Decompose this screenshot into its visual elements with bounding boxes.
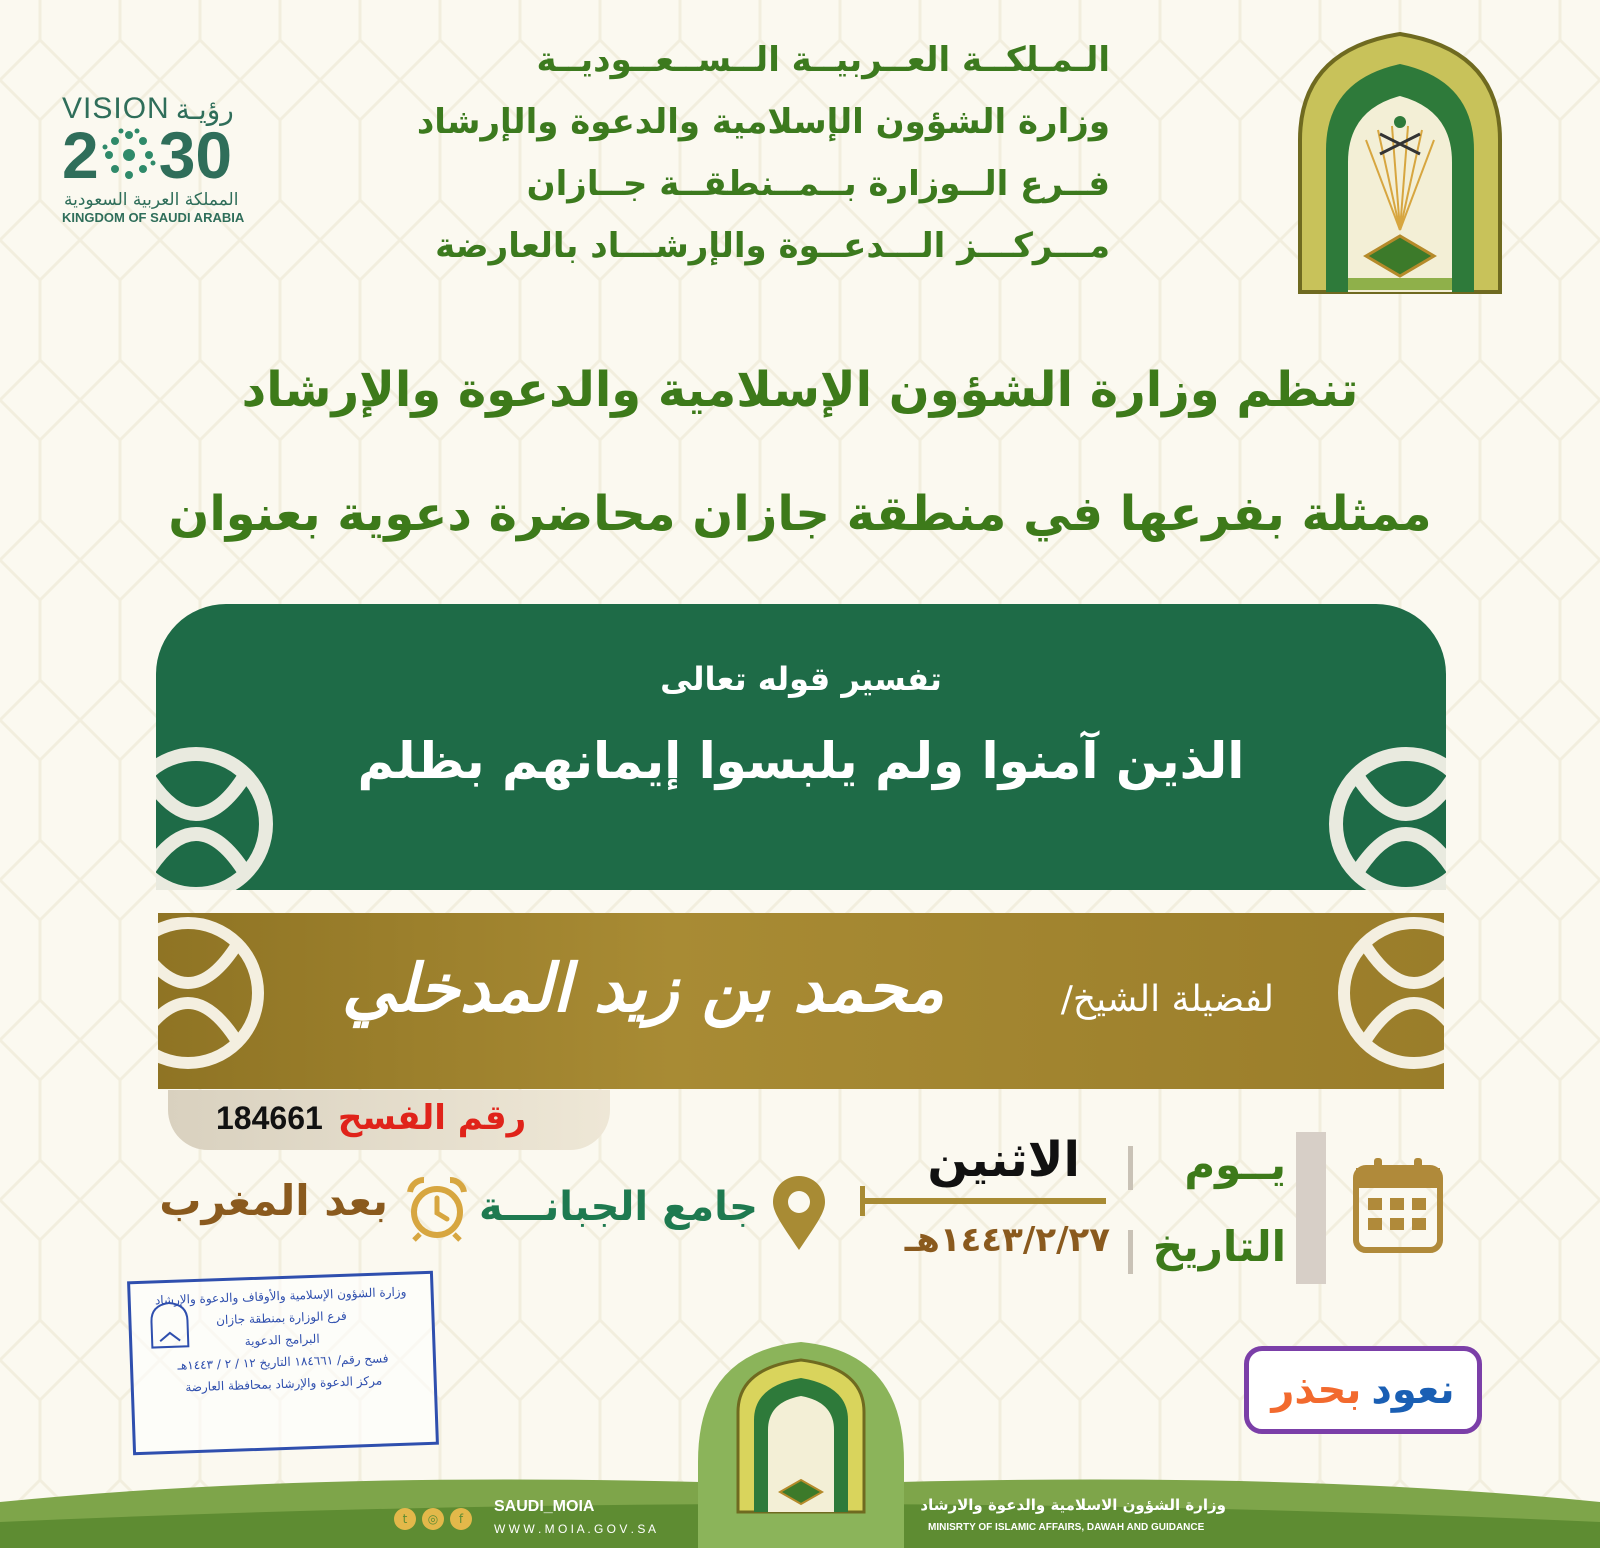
badge-word-2: بحذر	[1271, 1367, 1362, 1413]
label-separator-top	[1128, 1146, 1133, 1190]
vision-ar: رؤيـة	[175, 93, 234, 126]
vision-en: VISION	[62, 92, 170, 125]
stamp-line-1: وزارة الشؤون الإسلامية والأوقاف والدعوة والإرشاد	[154, 1284, 407, 1308]
header-line-1: الـمـلكــة العــربيــة الــســعــوديــة	[536, 40, 1110, 80]
stamp-line-3: البرامج الدعوية	[244, 1331, 320, 1349]
lecture-title-band	[156, 604, 1446, 890]
palm-emblem-icon	[99, 125, 159, 185]
approval-stamp	[127, 1271, 439, 1456]
ministry-emblem	[1296, 30, 1504, 296]
header-line-4: مـــركـــز الـــدعــوة والإرشـــاد بالعارضة	[435, 226, 1110, 266]
facebook-icon[interactable]: f	[450, 1508, 472, 1530]
footer-website[interactable]: W W W . M O I A . G O V . S A	[494, 1522, 657, 1536]
stamp-line-2: فرع الوزارة بمنطقة جازان	[215, 1308, 347, 1328]
footer-handle[interactable]: SAUDI_MOIA	[494, 1498, 595, 1515]
intro-line-1: تنظم وزارة الشؤون الإسلامية والدعوة والإرشاد	[241, 362, 1359, 418]
footer-dome	[698, 1342, 904, 1548]
date-label: التاريخ	[1152, 1222, 1286, 1271]
day-underline-cap	[860, 1186, 865, 1216]
schedule-divider	[1296, 1132, 1326, 1284]
footer-ministry-ar: وزارة الشؤون الاسلامية والدعوة والارشاد	[920, 1496, 1226, 1514]
vision-year-a: 2	[62, 118, 99, 192]
speaker-name: محمد بن زيد المدخلي	[341, 949, 944, 1027]
day-label: يــوم	[1184, 1140, 1286, 1189]
vision-year-b: 30	[158, 118, 233, 192]
day-value: الاثنين	[927, 1132, 1080, 1188]
twitter-icon[interactable]: t	[394, 1508, 416, 1530]
day-underline	[862, 1198, 1106, 1204]
location-text: جامع الجبانـــة	[478, 1184, 758, 1230]
instagram-icon[interactable]: ◎	[422, 1508, 444, 1530]
right-gold-ornament	[1294, 913, 1444, 1089]
label-separator-bottom	[1128, 1230, 1133, 1274]
intro-line-2: ممثلة بفرعها في منطقة جازان محاضرة دعوية بعنوان	[168, 486, 1432, 542]
badge-word-1: نعود	[1371, 1367, 1455, 1413]
stamp-line-5: مركز الدعوة والإرشاد بمحافظة العارضة	[185, 1373, 383, 1395]
campaign-badge	[1244, 1346, 1482, 1434]
calendar-icon	[1352, 1156, 1444, 1254]
permit-pill	[168, 1090, 610, 1150]
speaker-band	[158, 913, 1444, 1089]
header-line-3: فــرع الــوزارة بــمــنطقــة جــازان	[526, 164, 1110, 204]
date-value: ١٤٤٣/٢/٢٧هـ	[904, 1220, 1110, 1260]
location-pin-icon	[770, 1176, 828, 1252]
header-line-2: وزارة الشؤون الإسلامية والدعوة والإرشاد	[416, 102, 1110, 142]
alarm-clock-icon	[406, 1176, 468, 1242]
left-gold-ornament	[158, 913, 308, 1089]
lecture-title: الذين آمنوا ولم يلبسوا إيمانهم بظلم	[357, 732, 1245, 790]
stamp-line-4: فسح رقم/ ١٨٤٦٦١ التاريخ ١٢ / ٢ / ١٤٤٣هـ	[177, 1351, 389, 1373]
permit-number: 184661	[216, 1100, 323, 1136]
vision-kingdom-en: KINGDOM OF SAUDI ARABIA	[62, 210, 245, 225]
footer-ministry-en: MINISRTY OF ISLAMIC AFFAIRS, DAWAH AND GUIDANCE	[928, 1522, 1205, 1533]
speaker-prefix: لفضيلة الشيخ/	[1060, 979, 1274, 1020]
lecture-subtitle: تفسير قوله تعالى	[660, 660, 942, 698]
social-icons	[394, 1508, 472, 1530]
time-text: بعد المغرب	[159, 1176, 388, 1225]
permit-label: رقم الفسح	[337, 1098, 527, 1138]
vision-kingdom-ar: المملكة العربية السعودية	[64, 190, 239, 210]
stamp-emblem-icon	[149, 1300, 191, 1349]
vision-2030-logo	[62, 92, 292, 242]
